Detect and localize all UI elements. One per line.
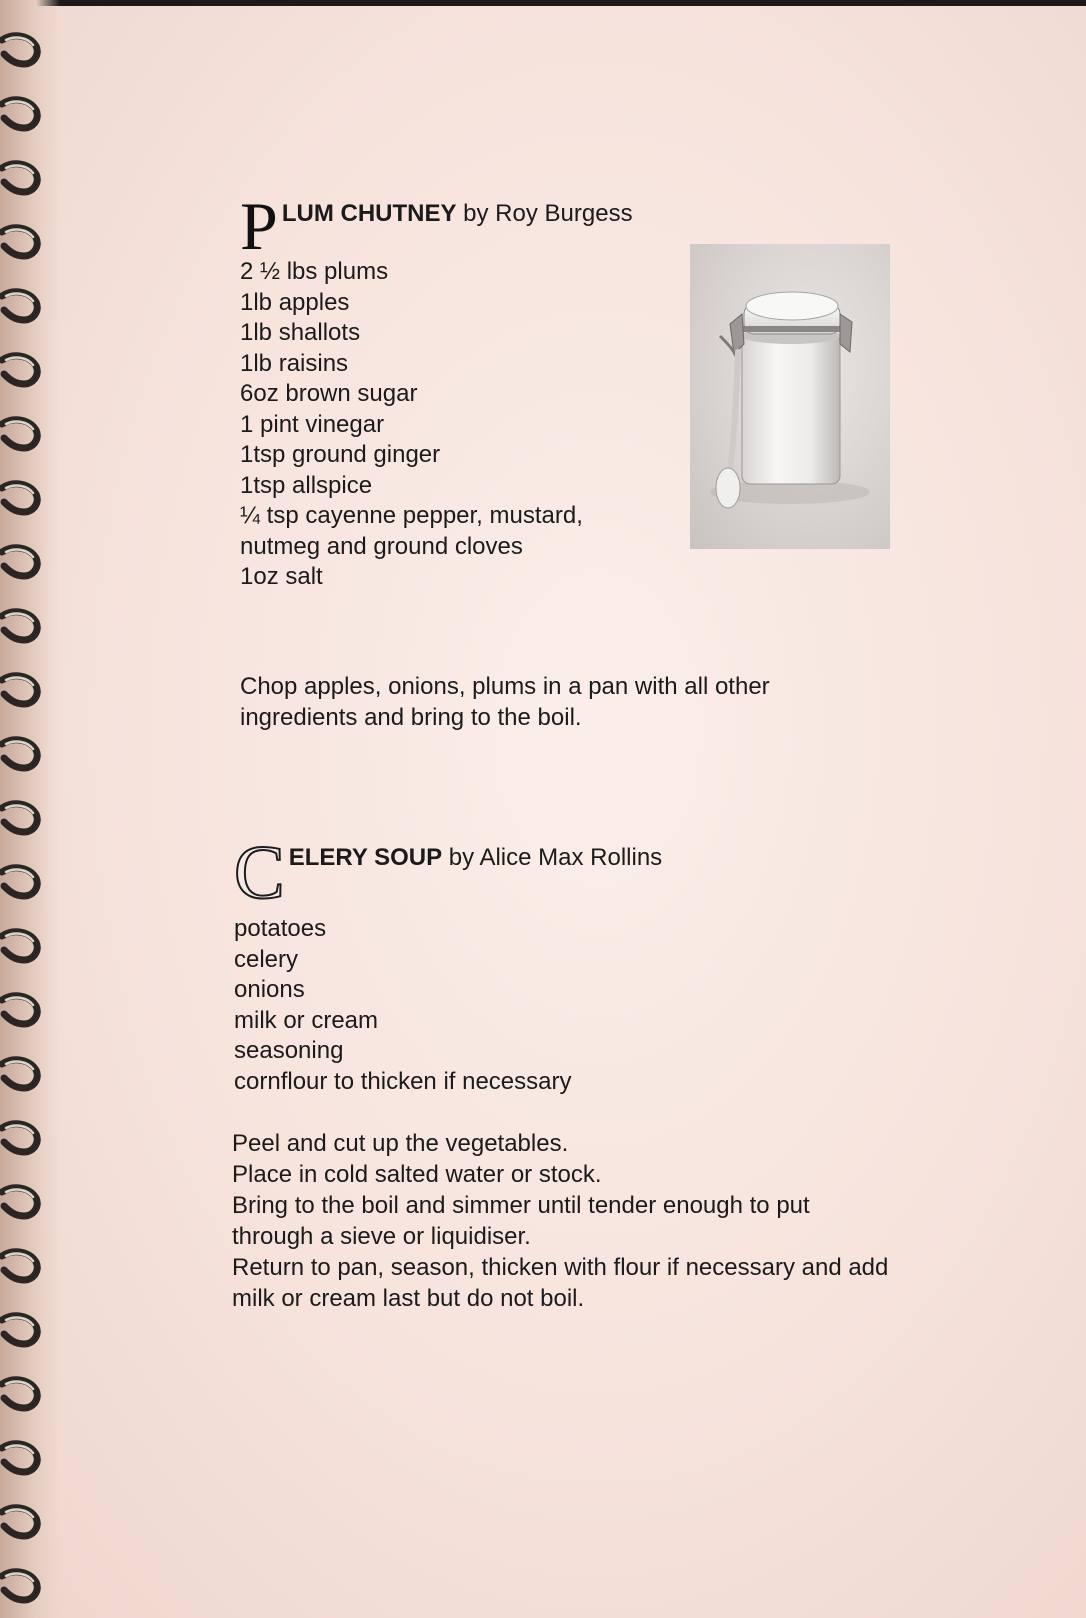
ingredient-list bbox=[240, 257, 660, 593]
ingredient: milk or cream bbox=[234, 1006, 379, 1034]
spiral-binding bbox=[0, 0, 60, 1618]
method-line: Peel and cut up the vegetables. bbox=[232, 1130, 569, 1157]
recipe-title bbox=[240, 188, 635, 264]
binding-coil bbox=[0, 926, 48, 966]
binding-coil bbox=[0, 286, 48, 326]
page-top-edge bbox=[0, 0, 1086, 6]
ingredient: 1lb raisins bbox=[240, 349, 349, 377]
binding-coil bbox=[0, 1374, 48, 1414]
binding-coil bbox=[0, 1566, 48, 1606]
binding-coil bbox=[0, 478, 48, 518]
ingredient-list bbox=[234, 914, 894, 1097]
binding-coil bbox=[0, 1118, 48, 1158]
jar-photo bbox=[690, 244, 890, 549]
binding-coil bbox=[0, 1502, 48, 1542]
binding-coil bbox=[0, 350, 48, 390]
recipe-method bbox=[240, 671, 880, 733]
ingredient: 1 pint vinegar bbox=[240, 410, 385, 438]
ingredient: onions bbox=[234, 976, 305, 1003]
ingredient: 1lb apples bbox=[240, 288, 350, 316]
binding-coil bbox=[0, 734, 48, 774]
ingredient: ¼ tsp cayenne pepper, mustard, nutmeg and ground cloves bbox=[240, 502, 583, 560]
binding-coil bbox=[0, 1246, 48, 1286]
method-line: Place in cold salted water or stock. bbox=[232, 1161, 602, 1188]
recipe-author: by Roy Burgess bbox=[463, 200, 633, 227]
recipe-name: LUM CHUTNEY bbox=[281, 200, 457, 227]
recipe-method bbox=[232, 1128, 892, 1314]
binding-coil bbox=[0, 30, 48, 70]
binding-coil bbox=[0, 158, 48, 198]
ingredient: 1oz salt bbox=[240, 563, 323, 590]
ingredient: cornflour to thicken if necessary bbox=[234, 1067, 572, 1095]
recipe-celery-soup bbox=[234, 831, 894, 1097]
binding-coil bbox=[0, 1054, 48, 1094]
ingredient: 6oz brown sugar bbox=[240, 380, 418, 407]
ingredient: potatoes bbox=[234, 915, 327, 942]
method-line: Bring to the boil and simmer until tender enough to put through a sieve or liquidiser. bbox=[232, 1192, 810, 1250]
binding-coil bbox=[0, 94, 48, 134]
binding-coil bbox=[0, 1310, 48, 1350]
recipe-plum-chutney bbox=[240, 188, 660, 593]
binding-coil bbox=[0, 990, 48, 1030]
binding-coil bbox=[0, 862, 48, 902]
binding-coil bbox=[0, 1438, 48, 1478]
ingredient: 2 ½ lbs plums bbox=[240, 258, 389, 285]
ingredient: 1tsp ground ginger bbox=[240, 441, 441, 468]
binding-coil bbox=[0, 798, 48, 838]
ingredient: 1tsp allspice bbox=[240, 471, 373, 499]
ingredient: celery bbox=[234, 945, 299, 973]
storage-jar-illustration bbox=[690, 244, 890, 549]
ingredient: 1lb shallots bbox=[240, 319, 361, 346]
recipe-author: by Alice Max Rollins bbox=[448, 844, 663, 871]
method-line: Return to pan, season, thicken with flour if necessary and add milk or cream last but do not boil. bbox=[232, 1254, 889, 1312]
binding-coil bbox=[0, 542, 48, 582]
binding-coil bbox=[0, 606, 48, 646]
method-text: Chop apples, onions, plums in a pan with all other ingredients and bring to the boil. bbox=[240, 673, 770, 731]
binding-coil bbox=[0, 222, 48, 262]
binding-coil bbox=[0, 1182, 48, 1222]
recipe-name: ELERY SOUP bbox=[288, 844, 443, 871]
recipe-title bbox=[234, 831, 894, 915]
ingredient: seasoning bbox=[234, 1037, 344, 1064]
binding-coil bbox=[0, 414, 48, 454]
drop-cap: C bbox=[234, 831, 285, 915]
drop-cap: P bbox=[240, 188, 278, 264]
binding-coil bbox=[0, 670, 48, 710]
